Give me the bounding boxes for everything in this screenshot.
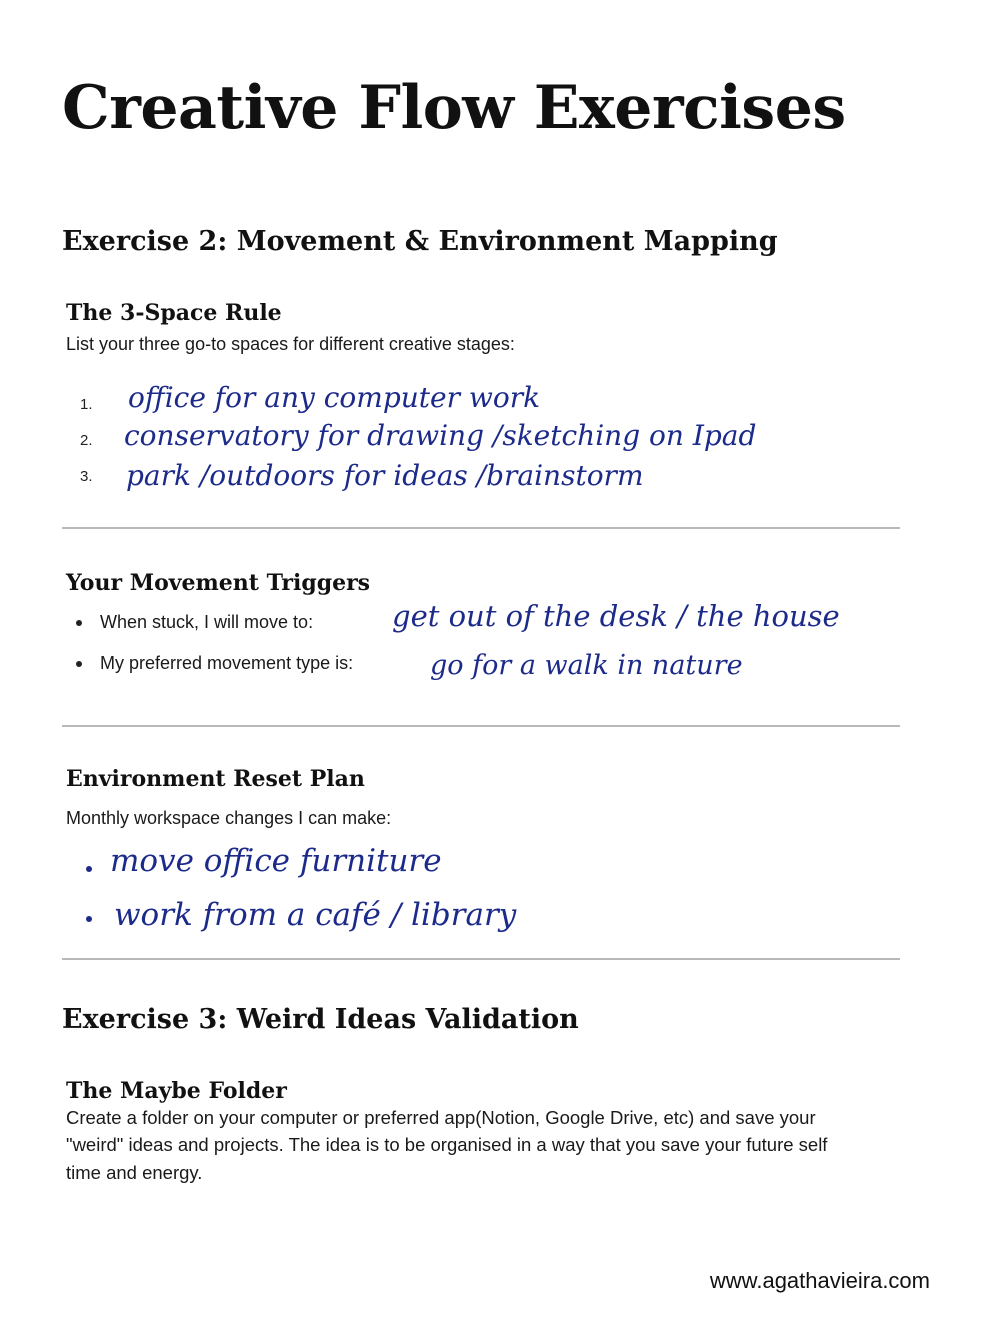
handwritten-answer: go for a walk in nature [430, 650, 743, 681]
bullet-dot [76, 661, 82, 667]
handwritten-bullet [86, 916, 92, 922]
divider [62, 958, 900, 960]
divider [62, 725, 900, 727]
movement-label: When stuck, I will move to: [100, 612, 314, 632]
maybe-folder-heading: The Maybe Folder [66, 1078, 287, 1104]
handwritten-answer: park /outdoors for ideas /brainstorm [126, 459, 644, 492]
three-space-prompt: List your three go-to spaces for different creative stages: [66, 334, 515, 354]
reset-heading: Environment Reset Plan [66, 766, 365, 792]
handwritten-answer: get out of the desk / the house [392, 599, 840, 633]
list-number: 2. [80, 432, 93, 449]
movement-label: My preferred movement type is: [100, 653, 354, 673]
handwritten-answer: conservatory for drawing /sketching on Ipad [124, 419, 757, 452]
handwritten-answer: office for any computer work [128, 381, 541, 414]
maybe-folder-text: Create a folder on your computer or preferred app(Notion, Google Drive, etc) and save your "weird" ideas and projects. The idea is to be organised in a way that you save your future self time and energy. [66, 1107, 828, 1183]
exercise-3-heading: Exercise 3: Weird Ideas Validation [62, 1004, 579, 1035]
website-url: www.agathavieira.com [709, 1268, 930, 1293]
exercise-2-heading: Exercise 2: Movement & Environment Mapping [62, 226, 778, 257]
handwritten-answer: move office furniture [110, 843, 442, 879]
reset-prompt: Monthly workspace changes I can make: [66, 808, 392, 828]
handwritten-bullet [86, 866, 92, 872]
list-number: 3. [80, 468, 93, 485]
page-title: Creative Flow Exercises [62, 73, 846, 143]
bullet-dot [76, 620, 82, 626]
handwritten-answer: work from a café / library [114, 897, 517, 933]
divider [62, 527, 900, 529]
movement-heading: Your Movement Triggers [66, 570, 371, 596]
list-number: 1. [80, 396, 93, 413]
three-space-heading: The 3-Space Rule [66, 300, 282, 326]
